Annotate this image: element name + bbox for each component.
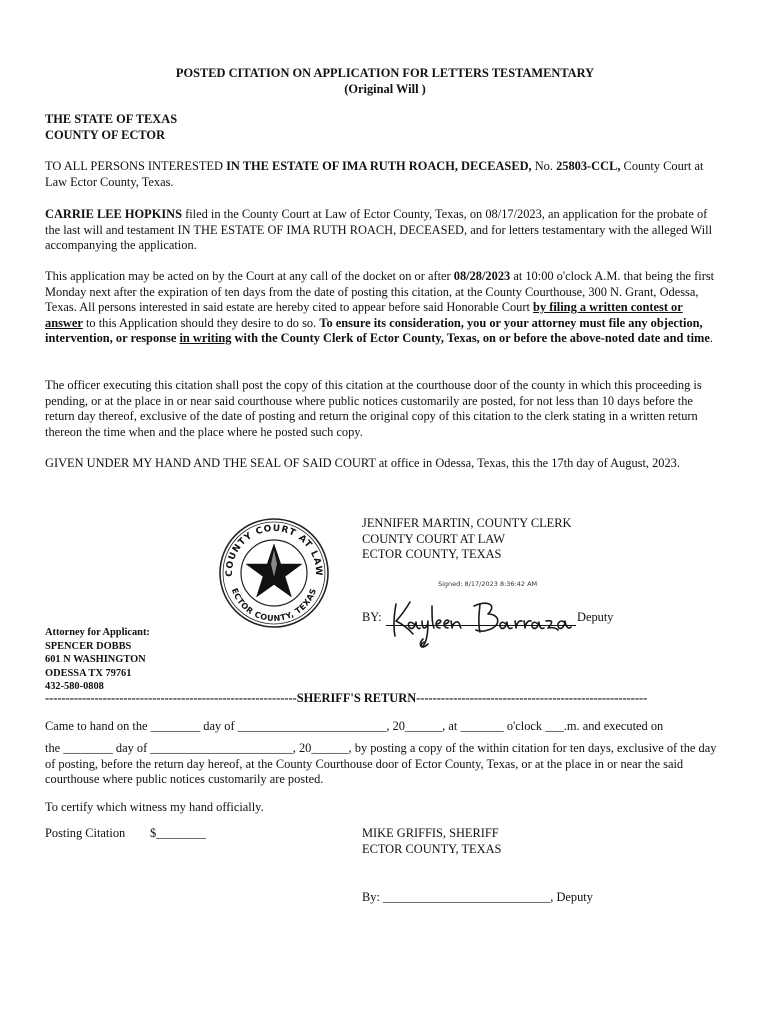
- posting-fee: $________: [150, 826, 206, 840]
- attorney-phone: 432-580-0808: [45, 681, 104, 693]
- jurisdiction: [45, 112, 177, 143]
- clerk-name: JENNIFER MARTIN, COUNTY CLERK: [362, 516, 572, 530]
- p3-text-f: To ensure its consideration, you or your attorney must file any objection, intervention, or response: [45, 315, 703, 346]
- handwritten-signature: [388, 590, 578, 650]
- p3-text-i: .: [709, 331, 713, 346]
- digital-signature-timestamp: Signed: 8/17/2023 8:36:42 AM: [438, 580, 538, 588]
- paragraph-application: [45, 207, 713, 254]
- clerk-block: [362, 516, 571, 563]
- seal-bottom-text: ECTOR COUNTY, TEXAS: [229, 587, 319, 624]
- hearing-date: 08/28/2023: [453, 269, 511, 283]
- clerk-by-label: BY:: [362, 610, 382, 624]
- posting-citation-label: Posting Citation: [45, 826, 126, 840]
- seal-graphic: [218, 517, 330, 629]
- clerk-county: ECTOR COUNTY, TEXAS: [362, 547, 502, 562]
- sheriff-name: MIKE GRIFFIS, SHERIFF: [362, 826, 499, 840]
- document-title: [40, 66, 730, 97]
- certify-text: To certify which witness my hand officially.: [45, 800, 264, 814]
- state-label: THE STATE OF TEXAS: [45, 112, 178, 126]
- filing-requirement: by filing a written contest or answer: [45, 300, 683, 330]
- estate-name: IN THE ESTATE OF IMA RUTH ROACH, DECEASED,: [226, 159, 532, 173]
- p1-text-e: County Court at Law Ector County, Texas.: [45, 159, 704, 189]
- clerk-court: COUNTY COURT AT LAW: [362, 531, 505, 546]
- paragraph-addressees: [45, 159, 720, 190]
- county-label: COUNTY OF ECTOR: [45, 127, 166, 142]
- title-line-1: POSTED CITATION ON APPLICATION FOR LETTERS TESTAMENTARY: [175, 66, 595, 80]
- p3-text-c: at 10:00 o'clock A.M. that being the first Monday next after the expiration of ten days from the date of posting this citation, at the County Courthouse, 300 N. Grant, Odessa, Texas. All persons interested in said estate are hereby cited to appear before said Honorable Court: [45, 269, 715, 315]
- sheriff-county: ECTOR COUNTY, TEXAS: [362, 841, 502, 856]
- court-seal: [218, 517, 330, 629]
- p2-text-b: filed in the County Court at Law of Ector County, Texas, on 08/17/2023, an application for the probate of the last will and testament IN THE ESTATE OF IMA RUTH ROACH, DECEASED, and for letters testamentary with the alleged Will accompanying the application.: [45, 207, 713, 253]
- deputy-label: Deputy: [577, 610, 614, 624]
- attorney-label: Attorney for Applicant:: [45, 627, 150, 638]
- paragraph-officer: The officer executing this citation shall post the copy of this citation at the courthouse door of the county in which this proceeding is pending, or at the place in or near said courthouse where public notices customarily are posted, for not less than 10 days before the return day thereof, exclusive of the date of posting and return the original copy of this citation to the clerk stating in a written return thereon the time when and the place where he posted such copy.: [45, 378, 702, 439]
- applicant-name: CARRIE LEE HOPKINS: [45, 207, 183, 221]
- title-line-2: (Original Will ): [344, 81, 426, 96]
- attorney-name: SPENCER DOBBS: [45, 640, 132, 652]
- attorney-address-1: 601 N WASHINGTON: [45, 654, 146, 666]
- p1-text-a: TO ALL PERSONS INTERESTED: [45, 159, 227, 173]
- return-line-1: Came to hand on the ________ day of ________________________, 20______, at _______ o'clock ___.m. and executed on: [45, 719, 664, 733]
- paragraph-hearing: [45, 269, 721, 347]
- in-writing: in writing: [179, 331, 232, 346]
- p1-text-c: No.: [531, 159, 557, 173]
- seal-top-text: COUNTY COURT AT LAW: [224, 523, 324, 577]
- sheriff-deputy-line: By: ___________________________, Deputy: [362, 890, 593, 904]
- sheriff-block: [362, 826, 501, 857]
- p3-text-h: with the County Clerk of Ector County, Texas, on or before the above-noted date and time: [231, 331, 710, 346]
- attorney-address-2: ODESSA TX 79761: [45, 667, 132, 679]
- signature-graphic: [388, 590, 578, 650]
- return-line-2: the ________ day of _______________________, 20______, by posting a copy of the within citation for ten days, exclusive of the day of posting, before the return day hereof, at the County Courthouse door of Ector County, Texas, or at the place in or near the said courthouse where public notices customarily are posted.: [45, 741, 717, 787]
- sheriff-return-header: -------------------------------------------------------------SHERIFF'S RETURN--------------------------------------------------------: [45, 691, 648, 705]
- case-number: 25803-CCL,: [556, 159, 621, 173]
- attorney-block: [45, 626, 150, 694]
- p3-text-a: This application may be acted on by the Court at any call of the docket on or after: [45, 269, 454, 283]
- paragraph-given: GIVEN UNDER MY HAND AND THE SEAL OF SAID COURT at office in Odessa, Texas, this the 17th day of August, 2023.: [45, 456, 680, 470]
- p3-text-e: to this Application should they desire to do so.: [82, 315, 320, 330]
